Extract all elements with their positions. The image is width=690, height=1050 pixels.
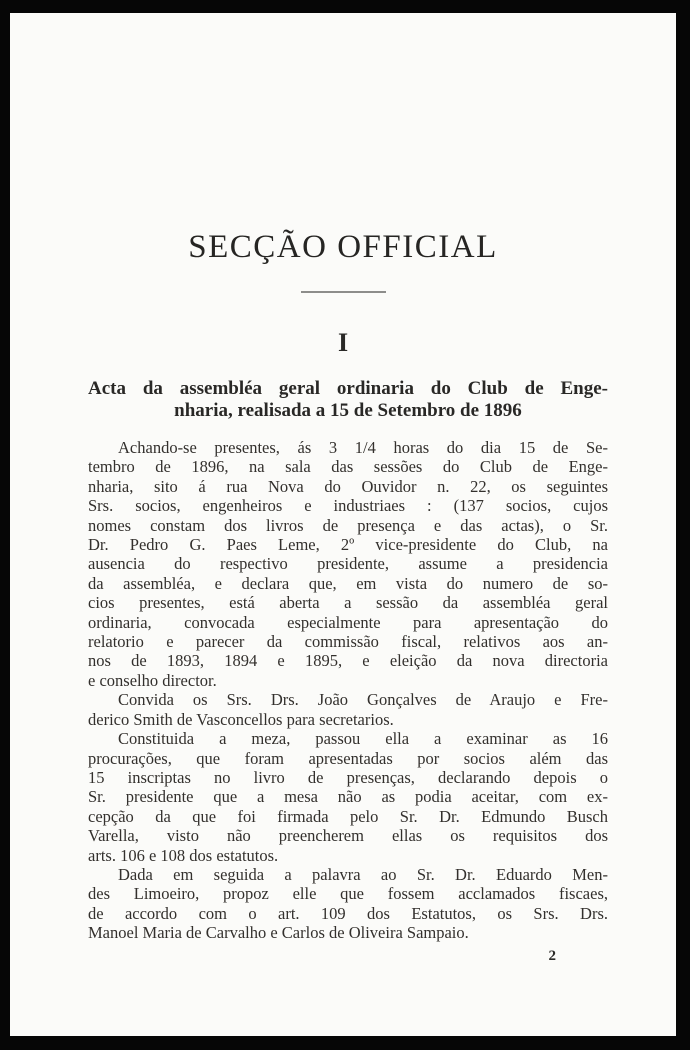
text-line: Sr. presidente que a mesa não as podia aceitar, com ex- [88, 787, 608, 807]
document-heading [88, 378, 608, 422]
text-line: nos de 1893, 1894 e 1895, e eleição da nova directoria [88, 651, 608, 671]
heading-line: nharia, realisada a 15 de Setembro de 1896 [174, 400, 522, 421]
title-divider [301, 291, 386, 293]
text-line: nomes constam dos livros de presença e das actas), o Sr. [88, 515, 608, 535]
chapter-numeral: I [337, 328, 349, 357]
text-line: relatorio e parecer da commissão fiscal, relativos aos an- [88, 632, 608, 652]
text-line: Dada em seguida a palavra ao Sr. Dr. Eduardo Men- [118, 864, 608, 884]
section-title: SECÇÃO OFFICIAL [188, 229, 498, 265]
text-line: des Limoeiro, propoz elle que fossem acclamados fiscaes, [88, 884, 608, 904]
text-line: 15 inscriptas no livro de presenças, declarando depois o [88, 767, 608, 787]
text-line: derico Smith de Vasconcellos para secretarios. [88, 709, 394, 729]
text-line: nharia, sito á rua Nova do Ouvidor n. 22, os seguintes [88, 476, 608, 496]
text-line: Dr. Pedro G. Paes Leme, 2º vice-presidente do Club, na [88, 535, 608, 555]
text-line: ordinaria, convocada especialmente para apresentação do [88, 612, 608, 632]
paragraph [88, 438, 608, 690]
paragraph [88, 865, 608, 943]
text-line: Achando-se presentes, ás 3 1/4 horas do dia 15 de Se- [118, 438, 608, 457]
document-page [10, 13, 676, 1036]
document-body [88, 438, 608, 943]
text-line: Srs. socios, engenheiros e industriaes : (137 socios, cujos [88, 496, 608, 516]
page-number: 2 [548, 947, 556, 964]
paragraph [88, 729, 608, 865]
text-line: cepção da que foi firmada pelo Sr. Dr. Edmundo Busch [88, 806, 608, 826]
heading-line: Acta da assembléa geral ordinaria do Club de Enge- [88, 378, 608, 399]
text-line: Manoel Maria de Carvalho e Carlos de Oliveira Sampaio. [88, 923, 469, 943]
text-line: e conselho director. [88, 670, 217, 690]
text-line: Convida os Srs. Drs. João Gonçalves de Araujo e Fre- [118, 690, 608, 710]
text-line: Varella, visto não preencherem ellas os requisitos dos [88, 826, 608, 846]
text-line: tembro de 1896, na sala das sessões do Club de Enge- [88, 457, 608, 477]
paragraph [88, 690, 608, 729]
text-line: da assembléa, e declara que, em vista do numero de so- [88, 573, 608, 593]
text-line: arts. 106 e 108 dos estatutos. [88, 845, 279, 865]
text-line: de accordo com o art. 109 dos Estatutos, os Srs. Drs. [88, 903, 608, 923]
text-line: cios presentes, está aberta a sessão da assembléa geral [88, 593, 608, 613]
text-line: Constituida a meza, passou ella a examinar as 16 [118, 729, 608, 749]
text-line: ausencia do respectivo presidente, assume a presidencia [88, 554, 608, 574]
text-line: procurações, que foram apresentadas por socios além das [88, 748, 608, 768]
